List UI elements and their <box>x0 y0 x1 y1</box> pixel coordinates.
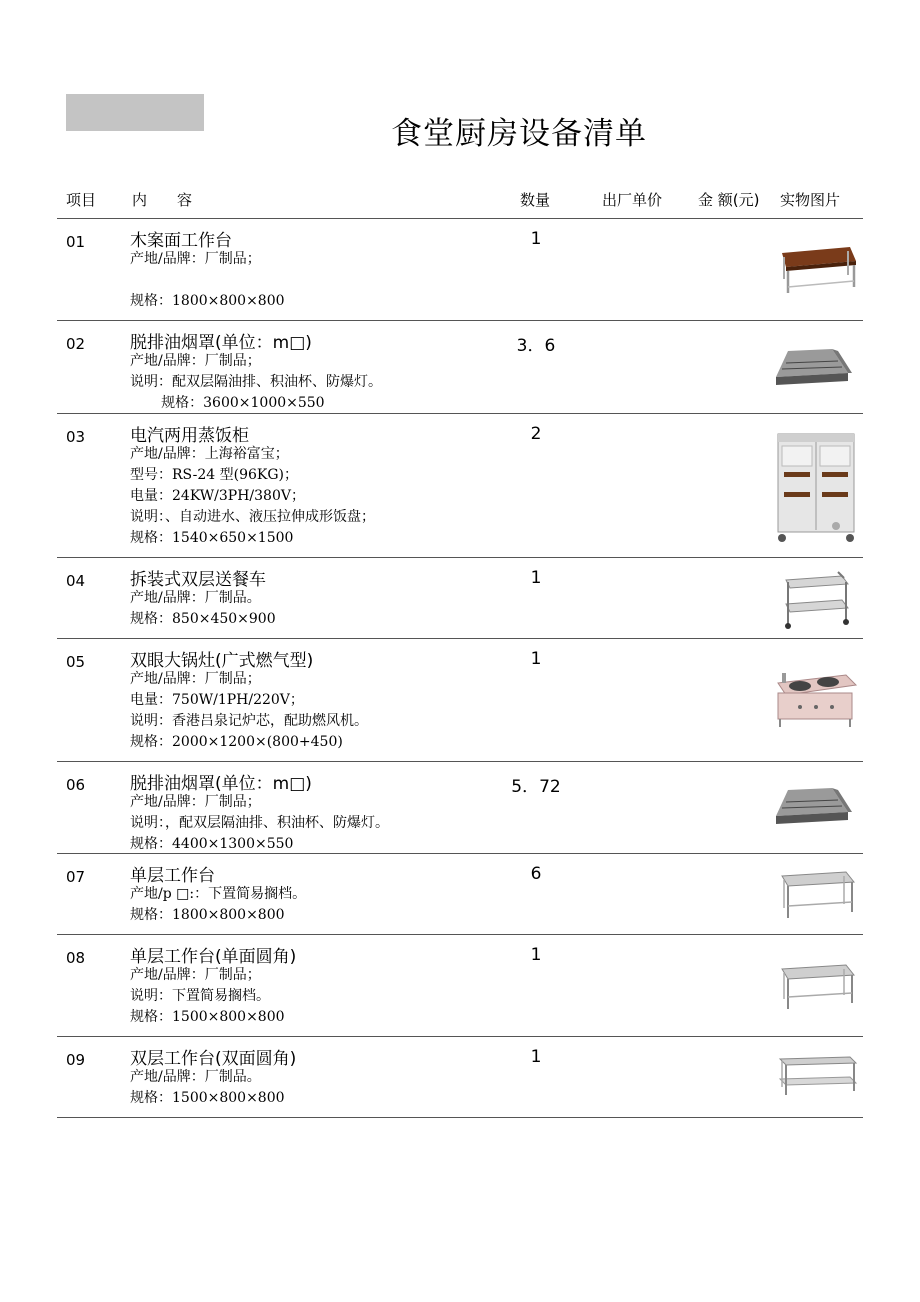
item-name: 木案面工作台 <box>130 231 232 251</box>
double-layer-table-photo <box>772 1053 860 1097</box>
title-text: 食堂厨房设备清单 <box>391 116 647 152</box>
row-number: 05 <box>66 653 86 671</box>
col-header-amount: 金 额(元) <box>698 191 760 209</box>
item-quantity: 5．72 <box>511 777 561 797</box>
item-name: 双层工作台(双面圆角) <box>130 1049 297 1069</box>
wooden-workbench-photo <box>772 239 860 297</box>
row-number: 09 <box>66 1051 86 1069</box>
col-header-photo: 实物图片 <box>780 191 841 209</box>
row-number: 03 <box>66 428 86 446</box>
item-quantity: 1 <box>530 568 542 588</box>
col-header-item: 项目 <box>66 191 97 209</box>
item-details: 产地/品牌：上海裕富宝； 型号：RS-24 型(96KG)； 电量：24KW/3PH/380V； 说明：、自动进水、液压拉伸成形饭盘； 规格：1540×650×1500 <box>130 446 375 546</box>
item-details: 产地/品牌：厂制品。 规格：1500×800×800 <box>130 1069 285 1106</box>
item-name: 单层工作台(单面圆角) <box>130 947 297 967</box>
item-details: 产地/品牌：厂制品； 规格：1800×800×800 <box>130 251 285 309</box>
col-header-content: 内 容 <box>132 191 193 209</box>
item-name: 脱排油烟罩(单位：m□) <box>130 333 312 353</box>
col-header-quantity: 数量 <box>520 191 551 209</box>
item-quantity: 1 <box>530 945 542 965</box>
row-number: 04 <box>66 572 86 590</box>
range-hood-photo <box>772 343 860 391</box>
table-row <box>57 854 863 935</box>
serving-trolley-photo <box>772 570 860 630</box>
item-details: 产地/品牌：厂制品； 电量：750W/1PH/220V； 说明：香港吕泉记炉芯，配助燃风机。 规格：2000×1200×(800+450) <box>130 671 368 750</box>
item-details: 产地/品牌：厂制品； 说明：配双层隔油排、积油杯、防爆灯。 规格：3600×1000×550 <box>130 353 382 411</box>
double-wok-stove-photo <box>772 669 860 729</box>
item-details: 产地/品牌：厂制品； 说明：，配双层隔油排、积油杯、防爆灯。 规格：4400×1300×550 <box>130 794 389 852</box>
table-row <box>57 558 863 639</box>
rice-steamer-cabinet-photo <box>772 430 860 544</box>
row-number: 07 <box>66 868 86 886</box>
item-name: 脱排油烟罩(单位：m□) <box>130 774 312 794</box>
single-layer-table-photo <box>772 866 860 922</box>
table-row <box>57 762 863 854</box>
table-row <box>57 414 863 558</box>
col-header-unit-price: 出厂单价 <box>602 191 663 209</box>
table-row <box>57 219 863 321</box>
range-hood-photo <box>772 782 860 830</box>
page-title <box>118 108 920 153</box>
item-details: 产地/品牌：厂制品； 说明：下置简易搁档。 规格：1500×800×800 <box>130 967 285 1025</box>
single-layer-table-photo <box>772 959 860 1013</box>
item-quantity: 1 <box>530 1047 542 1067</box>
row-number: 08 <box>66 949 86 967</box>
item-name: 单层工作台 <box>130 866 215 886</box>
table-row <box>57 1037 863 1118</box>
row-number: 02 <box>66 335 86 353</box>
row-number: 01 <box>66 233 86 251</box>
table-row <box>57 639 863 762</box>
table-row <box>57 935 863 1037</box>
item-name: 电汽两用蒸饭柜 <box>130 426 249 446</box>
table-row <box>57 321 863 414</box>
item-name: 拆装式双层送餐车 <box>130 570 266 590</box>
item-details: 产地/品牌：厂制品。 规格：850×450×900 <box>130 590 276 627</box>
row-number: 06 <box>66 776 86 794</box>
item-name: 双眼大锅灶(广式燃气型) <box>130 651 314 671</box>
item-quantity: 1 <box>530 229 542 249</box>
item-details: 产地/p □:：下置简易搁档。 规格：1800×800×800 <box>130 886 307 923</box>
item-quantity: 3．6 <box>516 336 556 356</box>
item-quantity: 2 <box>530 424 542 444</box>
item-quantity: 6 <box>530 864 542 884</box>
item-quantity: 1 <box>530 649 542 669</box>
